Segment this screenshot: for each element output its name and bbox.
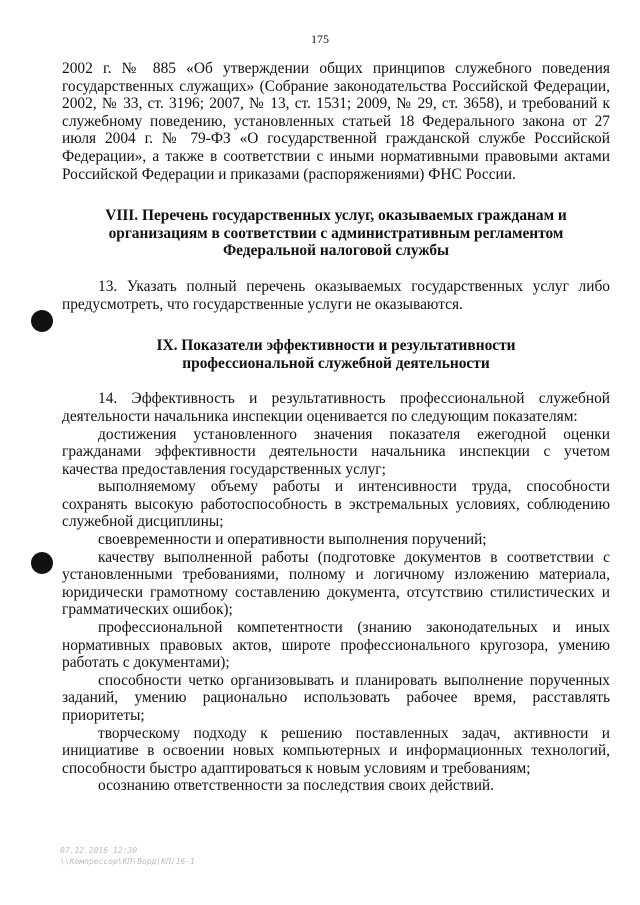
paragraph-14: 14. Эффективность и результативность профессиональной служебной деятельности начальника инспекции оценивается по следующим показателям: (62, 390, 610, 425)
heading-line: организациям в соответствии с административным регламентом (108, 224, 564, 242)
heading-line: Федеральной налоговой службы (222, 242, 450, 260)
document-body (62, 60, 610, 795)
heading-line: VIII. Перечень государственных услуг, оказываемых гражданам и (105, 207, 567, 225)
list-item: выполняемому объему работы и интенсивности труда, способности сохранять высокую работоспособность в экстремальных условиях, соблюдению служебной дисциплины; (62, 478, 610, 531)
footer-stamp-date: 07.12.2016 12:30 (60, 846, 138, 855)
list-item: своевременности и оперативности выполнения поручений; (98, 531, 487, 549)
list-item: осознанию ответственности за последствия своих действий. (98, 777, 495, 795)
punch-hole (31, 552, 53, 574)
list-item: профессиональной компетентности (знанию законодательных и иных нормативных правовых актов, широте профессионального кругозора, умению работать с документами); (62, 619, 610, 672)
paragraph-13: 13. Указать полный перечень оказываемых государственных услуг либо предусмотреть, что государственные услуги не оказываются. (62, 277, 610, 313)
punch-hole (31, 310, 53, 332)
list-item: творческому подходу к решению поставленных задач, активности и инициативе в освоении новых компьютерных и информационных технологий, способности быстро адаптироваться к новым условиям и требованиям; (62, 724, 610, 777)
section-9-heading (62, 337, 610, 372)
intro-paragraph: 2002 г. № 885 «Об утверждении общих принципов служебного поведения государственных служащих» (Собрание законодательства Российской Федерации, 2002, № 33, ст. 3196; 2007, № 13, ст. 1531; 2009, № 29, ст. 3658), и требований к служебному поведению, установленных статьей 18 Федерального закона от 27 июля 2004 г. № 79-ФЗ «О государственной гражданской службе Российской Федерации», а также в соответствии с иными нормативными правовыми актами Российской Федерации и приказами (распоряжениями) ФНС России. (62, 60, 610, 183)
footer-stamp-path: \\Компрессор\КП\Ворд\КП/16-1 (60, 857, 195, 866)
section-8-heading (62, 207, 610, 260)
list-item: качеству выполненной работы (подготовке документов в соответствии с установленными требованиями, полному и логичному изложению материала, юридически грамотному составлению документа, отсутствию стилистических и грамматических ошибок); (62, 548, 610, 619)
list-item: достижения установленного значения показателя ежегодной оценки гражданами эффективности деятельности начальника инспекции с учетом качества предоставления государственных услуг; (62, 425, 610, 478)
heading-line: IX. Показатели эффективности и результативности (156, 337, 516, 355)
list-item: способности четко организовывать и планировать выполнение порученных заданий, умению рационально использовать рабочее время, расставлять приоритеты; (62, 671, 610, 724)
heading-line: профессиональной служебной деятельности (182, 354, 490, 372)
page-number: 175 (311, 32, 329, 46)
